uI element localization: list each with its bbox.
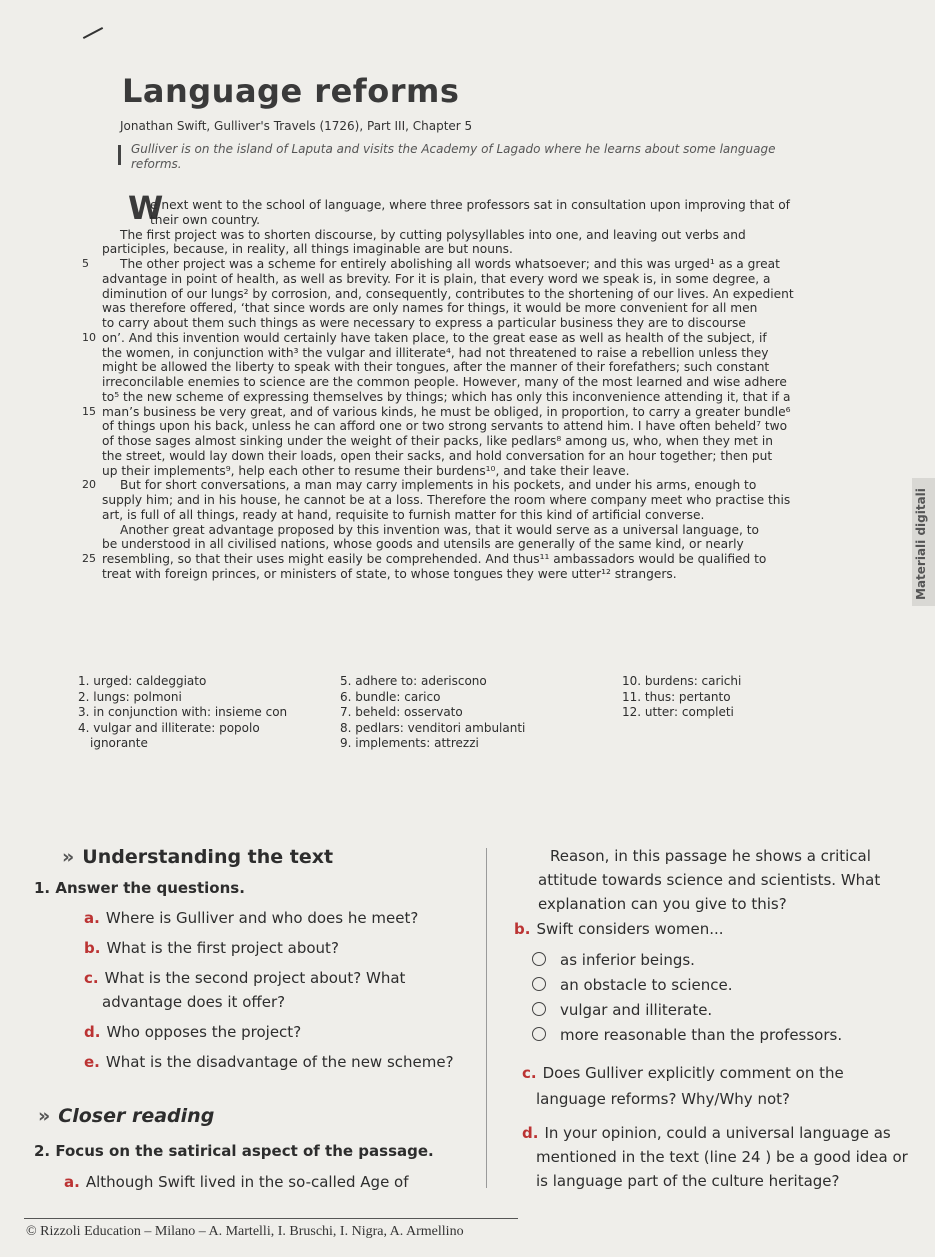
line-text: But for short conversations, a man may carry implements in his pockets, and under his arms, enough to — [120, 478, 757, 493]
item-letter: a. — [64, 1173, 80, 1191]
passage-line — [82, 478, 862, 493]
option-label: more reasonable than the professors. — [560, 1026, 843, 1044]
item-text: Where is Gulliver and who does he meet? — [105, 909, 419, 927]
line-text: of things upon his back, unless he can afford one or two strong servants to attend him. I have often beheld⁷ two — [102, 419, 788, 434]
line-text: e next went to the school of language, where three professors sat in consultation upon improving that of — [150, 198, 790, 212]
option-item[interactable] — [532, 948, 842, 973]
question-2b — [514, 917, 724, 941]
question-2a — [64, 1170, 409, 1194]
glossary-item: 6. bundle: carico — [340, 689, 441, 704]
section-understanding — [62, 846, 333, 868]
line-number: 15 — [82, 404, 96, 418]
line-text: was therefore offered, ‘that since words are only names for things, it would be more convenient for all men — [102, 301, 758, 316]
item-text: Swift considers women... — [536, 920, 724, 938]
passage-line — [102, 213, 862, 228]
question-item — [84, 936, 454, 960]
line-number: 10 — [82, 330, 96, 344]
question-2 — [34, 1139, 434, 1163]
passage-line — [102, 228, 862, 243]
footer-divider — [24, 1218, 518, 1219]
item-text: What is the disadvantage of the new scheme? — [105, 1053, 454, 1071]
passage-line — [102, 316, 862, 331]
passage-line — [102, 508, 862, 523]
glossary-item: ignorante — [90, 736, 148, 750]
line-number: 20 — [82, 478, 96, 492]
line-text: on’. And this invention would certainly have taken place, to the great ease as well as health of the subject, if — [102, 330, 767, 345]
line-text: irreconcilable enemies to science are the common people. However, many of the most learned and wise adhere — [102, 375, 787, 389]
line-text: man’s business be very great, and of various kinds, he must be obliged, in proportion, to carry a greater bundle⁶ — [102, 404, 791, 419]
glossary-item: 1. urged: caldeggiato — [78, 674, 207, 688]
item-letter: d. — [522, 1124, 539, 1142]
passage-line — [102, 301, 862, 316]
line-text: the street, would lay down their loads, open their sacks, and hold conversation for an hour together; then put — [102, 448, 773, 463]
passage-line — [102, 567, 862, 582]
intro-bar — [118, 145, 121, 165]
line-text: art, is full of all things, ready at hand, requisite to furnish matter for this kind of artificial converse. — [102, 507, 705, 522]
line-text: supply him; and in his house, he cannot be at a loss. Therefore the room where company meet who practise this — [102, 493, 791, 507]
radio-button[interactable] — [532, 1002, 546, 1016]
item-text: Does Gulliver explicitly comment on the — [542, 1064, 844, 1082]
option-item[interactable] — [532, 1023, 842, 1048]
option-label: vulgar and illiterate. — [560, 1001, 713, 1019]
right-column — [538, 844, 930, 916]
item-text: In your opinion, could a universal language as — [544, 1124, 891, 1142]
passage-line — [102, 523, 862, 538]
line-number: 25 — [82, 552, 96, 565]
glossary-item: 5. adhere to: aderiscono — [340, 674, 487, 688]
radio-button[interactable] — [532, 952, 546, 966]
item-letter: a. — [84, 909, 100, 927]
line-text: might be allowed the liberty to speak with their tongues, after the manner of their forefathers; such constant — [102, 360, 770, 375]
passage-line — [82, 330, 862, 346]
line-text: Another great advantage proposed by this invention was, that it would serve as a universal language, to — [120, 522, 759, 537]
passage-line — [102, 419, 862, 434]
item-text: What is the second project about? What — [104, 969, 406, 987]
page-title: Language reforms — [122, 72, 460, 110]
section-heading: Understanding the text — [82, 846, 334, 868]
question-item — [84, 990, 454, 1014]
glossary-item: 3. in conjunction with: insieme con — [78, 705, 288, 719]
line-text: their own country. — [150, 212, 261, 227]
line-number: 5 — [82, 257, 89, 270]
item-text: What is the first project about? — [106, 939, 339, 957]
item-text: Although Swift lived in the so-called Age of — [85, 1173, 409, 1191]
line-text: advantage in point of health, as well as brevity. For it is plain, that every word we speak is, in some degree, a — [102, 271, 771, 286]
source-citation: Jonathan Swift, Gulliver's Travels (1726), Part III, Chapter 5 — [120, 119, 473, 133]
item-letter: c. — [522, 1064, 537, 1082]
question-item — [84, 1020, 454, 1044]
passage-line — [102, 346, 862, 361]
continued-text: attitude towards science and scientists. What — [538, 871, 881, 889]
line-text: to carry about them such things as were necessary to express a particular business they are to discourse — [102, 316, 746, 330]
item-letter: c. — [84, 969, 99, 987]
glossary-item: 2. lungs: polmoni — [78, 689, 182, 704]
intro-text: Gulliver is on the island of Laputa and visits the Academy of Lagado where he learns about some language reforms. — [131, 142, 776, 171]
passage-line — [102, 287, 862, 302]
line-text: The first project was to shorten discourse, by cutting polysyllables into one, and leaving out verbs and — [120, 227, 746, 242]
line-text: resembling, so that their uses might easily be comprehended. And thus¹¹ ambassadors would be qualified to — [102, 552, 767, 566]
question-2d — [522, 1121, 908, 1193]
passage-text — [82, 198, 862, 582]
line-text: participles, because, in reality, all things imaginable are but nouns. — [102, 242, 513, 257]
item-letter: e. — [84, 1053, 100, 1071]
passage-line — [102, 390, 862, 405]
line-text: treat with foreign princes, or ministers of state, to whose tongues they were utter¹² strangers. — [102, 566, 677, 581]
copyright-footer: © Rizzoli Education – Milano – A. Martelli, I. Bruschi, I. Nigra, A. Armellino — [26, 1224, 464, 1239]
question-1 — [34, 876, 245, 900]
line-text: of those sages almost sinking under the weight of their packs, like pedlars⁸ among us, who, when they met in — [102, 434, 773, 448]
passage-line — [82, 552, 862, 567]
double-chevron-icon: » — [38, 1105, 51, 1127]
line-text: The other project was a scheme for entirely abolishing all words whatsoever; and this was urged¹ as a great — [120, 257, 780, 271]
passage-line — [102, 375, 862, 390]
glossary-col-2 — [340, 674, 525, 752]
question-prompt: 2. Focus on the satirical aspect of the passage. — [34, 1142, 434, 1160]
column-divider — [486, 848, 487, 1188]
radio-button[interactable] — [532, 1027, 546, 1041]
item-text: language reforms? Why/Why not? — [536, 1090, 790, 1108]
item-text: advantage does it offer? — [102, 993, 286, 1011]
glossary-item: 11. thus: pertanto — [622, 689, 731, 704]
option-item[interactable] — [532, 998, 842, 1023]
side-tab-label: Materiali digitali — [914, 488, 928, 600]
glossary-col-1 — [78, 674, 287, 752]
option-item[interactable] — [532, 973, 842, 998]
line-text: to⁵ the new scheme of expressing themselves by things; which has only this inconvenience attending it, that if a — [102, 389, 791, 404]
option-list — [532, 948, 842, 1048]
pen-mark — [83, 27, 103, 39]
item-letter: b. — [84, 939, 101, 957]
passage-line — [82, 257, 862, 272]
line-text: the women, in conjunction with³ the vulgar and illiterate⁴, had not threatened to raise a rebellion unless they — [102, 345, 769, 360]
section-heading: Closer reading — [58, 1105, 215, 1127]
item-text: is language part of the culture heritage? — [536, 1172, 840, 1190]
glossary-col-3 — [622, 674, 741, 721]
item-letter: b. — [514, 920, 531, 938]
continued-text: Reason, in this passage he shows a critical — [550, 847, 871, 865]
question-prompt: 1. Answer the questions. — [34, 879, 245, 897]
question-item — [84, 966, 454, 990]
question-item — [84, 1050, 454, 1074]
glossary-item: 12. utter: completi — [622, 705, 734, 719]
double-chevron-icon: » — [62, 846, 75, 868]
question-2c — [522, 1061, 844, 1111]
question-item — [84, 906, 454, 930]
glossary-item: 7. beheld: osservato — [340, 705, 463, 719]
passage-line — [102, 272, 862, 287]
glossary-item: 10. burdens: carichi — [622, 674, 742, 688]
item-letter: d. — [84, 1023, 101, 1041]
passage-line — [82, 404, 862, 420]
line-text: be understood in all civilised nations, whose goods and utensils are generally of the same kind, or nearly — [102, 537, 744, 552]
continued-text: explanation can you give to this? — [538, 895, 787, 913]
passage-line — [102, 537, 862, 552]
drop-cap: W — [128, 189, 164, 227]
passage-line — [102, 449, 862, 464]
line-text: up their implements⁹, help each other to resume their burdens¹⁰, and take their leave. — [102, 463, 630, 478]
passage-line — [102, 464, 862, 479]
item-text: Who opposes the project? — [106, 1023, 302, 1041]
section-closer-reading — [38, 1105, 214, 1127]
passage-line — [102, 434, 862, 449]
option-label: an obstacle to science. — [560, 976, 733, 994]
glossary-item: 4. vulgar and illiterate: popolo — [78, 720, 260, 735]
passage-line — [102, 360, 862, 375]
glossary-item: 8. pedlars: venditori ambulanti — [340, 720, 526, 735]
option-label: as inferior beings. — [560, 951, 695, 969]
question-1-items — [84, 906, 454, 1074]
passage-line — [102, 242, 862, 257]
passage-line — [102, 198, 862, 213]
item-text: mentioned in the text (line 24 ) be a good idea or — [536, 1148, 908, 1166]
passage-line — [102, 493, 862, 508]
line-text: diminution of our lungs² by corrosion, and, consequently, contributes to the shortening of our lives. An expedient — [102, 286, 794, 301]
glossary-item: 9. implements: attrezzi — [340, 736, 479, 750]
radio-button[interactable] — [532, 977, 546, 991]
